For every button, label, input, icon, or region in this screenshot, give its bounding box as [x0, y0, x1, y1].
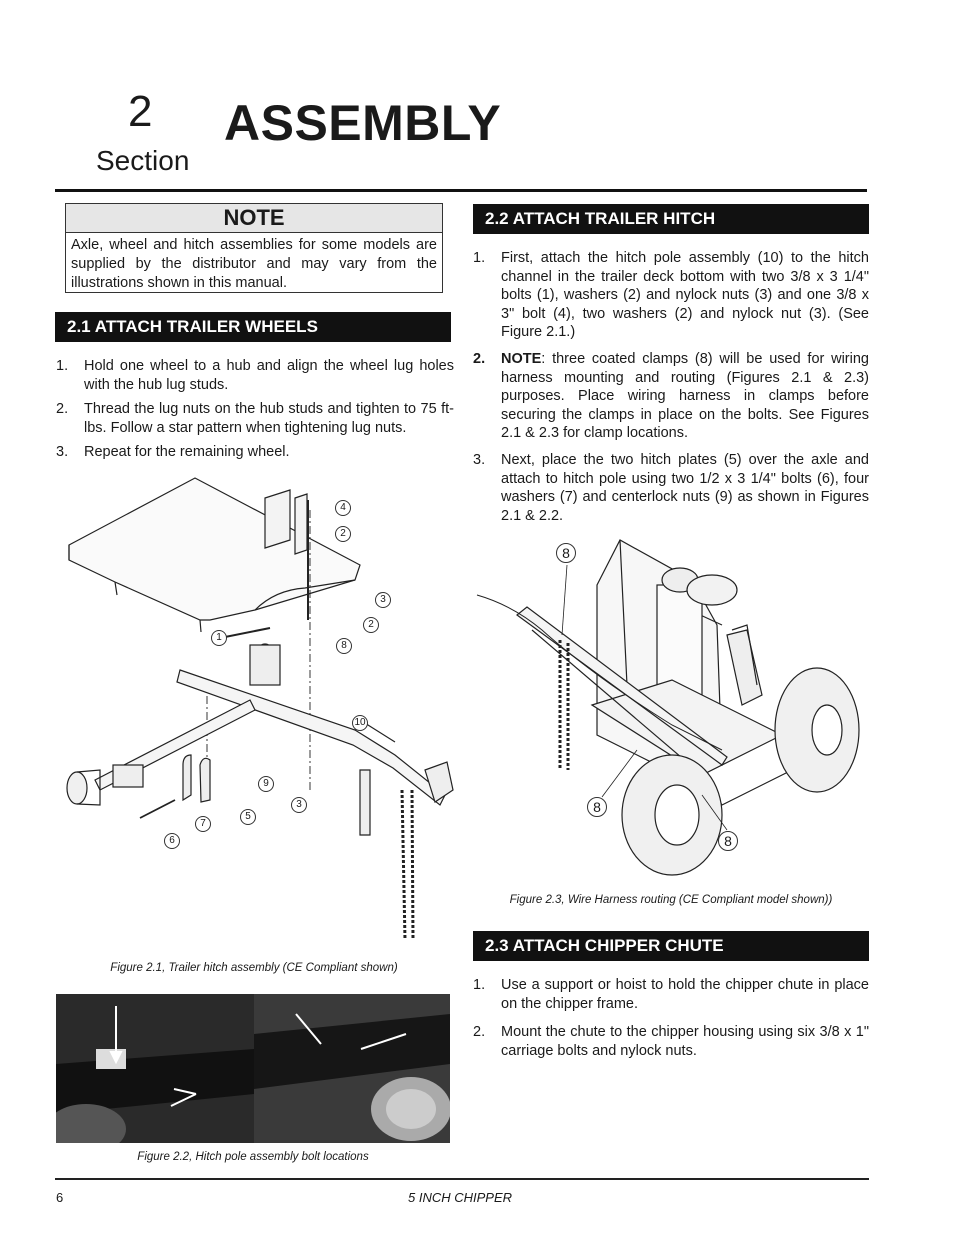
callout: 7	[195, 816, 211, 832]
note-heading: NOTE	[66, 204, 442, 233]
section-2-3-heading: 2.3 ATTACH CHIPPER CHUTE	[473, 931, 869, 961]
figure-2-3-caption: Figure 2.3, Wire Harness routing (CE Compliant model shown))	[509, 894, 833, 906]
callout: 5	[240, 809, 256, 825]
header-rule	[55, 189, 867, 192]
callout: 8	[336, 638, 352, 654]
callout: 6	[164, 833, 180, 849]
page-number: 6	[56, 1190, 64, 1205]
section-2-2-heading: 2.2 ATTACH TRAILER HITCH	[473, 204, 869, 234]
page-title: ASSEMBLY	[224, 95, 502, 151]
callout: 10	[352, 715, 368, 731]
figure-2-2-caption: Figure 2.2, Hitch pole assembly bolt locations	[137, 1151, 369, 1163]
list-item: 3. Next, place the two hitch plates (5) over the axle and attach to hitch pole using two 1/2 x 3 1/4" bolts (6), four washers (7) and centerlock nuts (9) as shown in Figures 2.1 & 2.2.	[473, 452, 869, 524]
figure-2-1-caption: Figure 2.1, Trailer hitch assembly (CE Compliant shown)	[110, 962, 398, 974]
list-item: 2. Thread the lug nuts on the hub studs and tighten to 75 ft-lbs. Follow a star pattern when tightening lug nuts.	[56, 401, 454, 436]
list-item: 1. Use a support or hoist to hold the chipper chute in place on the chipper frame.	[473, 977, 869, 1012]
note-text: Axle, wheel and hitch assemblies for some models are supplied by the distributor and may vary from the illustrations shown in this manual.	[71, 237, 437, 291]
section-2-1-heading: 2.1 ATTACH TRAILER WHEELS	[55, 312, 451, 342]
callout: 8	[718, 831, 738, 851]
figure-2-1-drawing	[55, 470, 455, 955]
list-item: 1. First, attach the hitch pole assembly (10) to the hitch channel in the trailer deck bottom with two 3/8 x 3 1/4" bolts (1), washers (2) and nylock nuts (3) and one 3/8 x 3" bolt (4), two washers (2) and nylock nut (3). (See Figure 2.1.)	[473, 250, 869, 340]
callout: 9	[258, 776, 274, 792]
callout: 4	[335, 500, 351, 516]
footer-title: 5 INCH CHIPPER	[407, 1190, 513, 1205]
figure-2-3-drawing	[472, 535, 867, 880]
section-number: 2	[128, 87, 153, 136]
list-item: 1. Hold one wheel to a hub and align the wheel lug holes with the hub lug studs.	[56, 358, 454, 393]
callout: 2	[363, 617, 379, 633]
list-item: 2. NOTE: three coated clamps (8) will be used for wiring harness mounting and routing (Figures 2.1 & 2.3) purposes. Place wiring harness in clamps before securing the clamps in place on the bolts. See Figures 2.1 & 2.3 for clamp locations.	[473, 351, 869, 441]
callout: 3	[291, 797, 307, 813]
note-label: NOTE	[501, 351, 542, 367]
callout: 3	[375, 592, 391, 608]
callout: 8	[556, 543, 576, 563]
figure-2-2-photo	[56, 994, 450, 1143]
callout: 2	[335, 526, 351, 542]
list-item: 3. Repeat for the remaining wheel.	[56, 444, 290, 460]
list-item: 2. Mount the chute to the chipper housing using six 3/8 x 1" carriage bolts and nylock nuts.	[473, 1024, 869, 1059]
footer-rule	[55, 1178, 869, 1180]
callout: 8	[587, 797, 607, 817]
section-word: Section	[96, 145, 190, 176]
note-box	[65, 203, 443, 293]
callout: 1	[211, 630, 227, 646]
